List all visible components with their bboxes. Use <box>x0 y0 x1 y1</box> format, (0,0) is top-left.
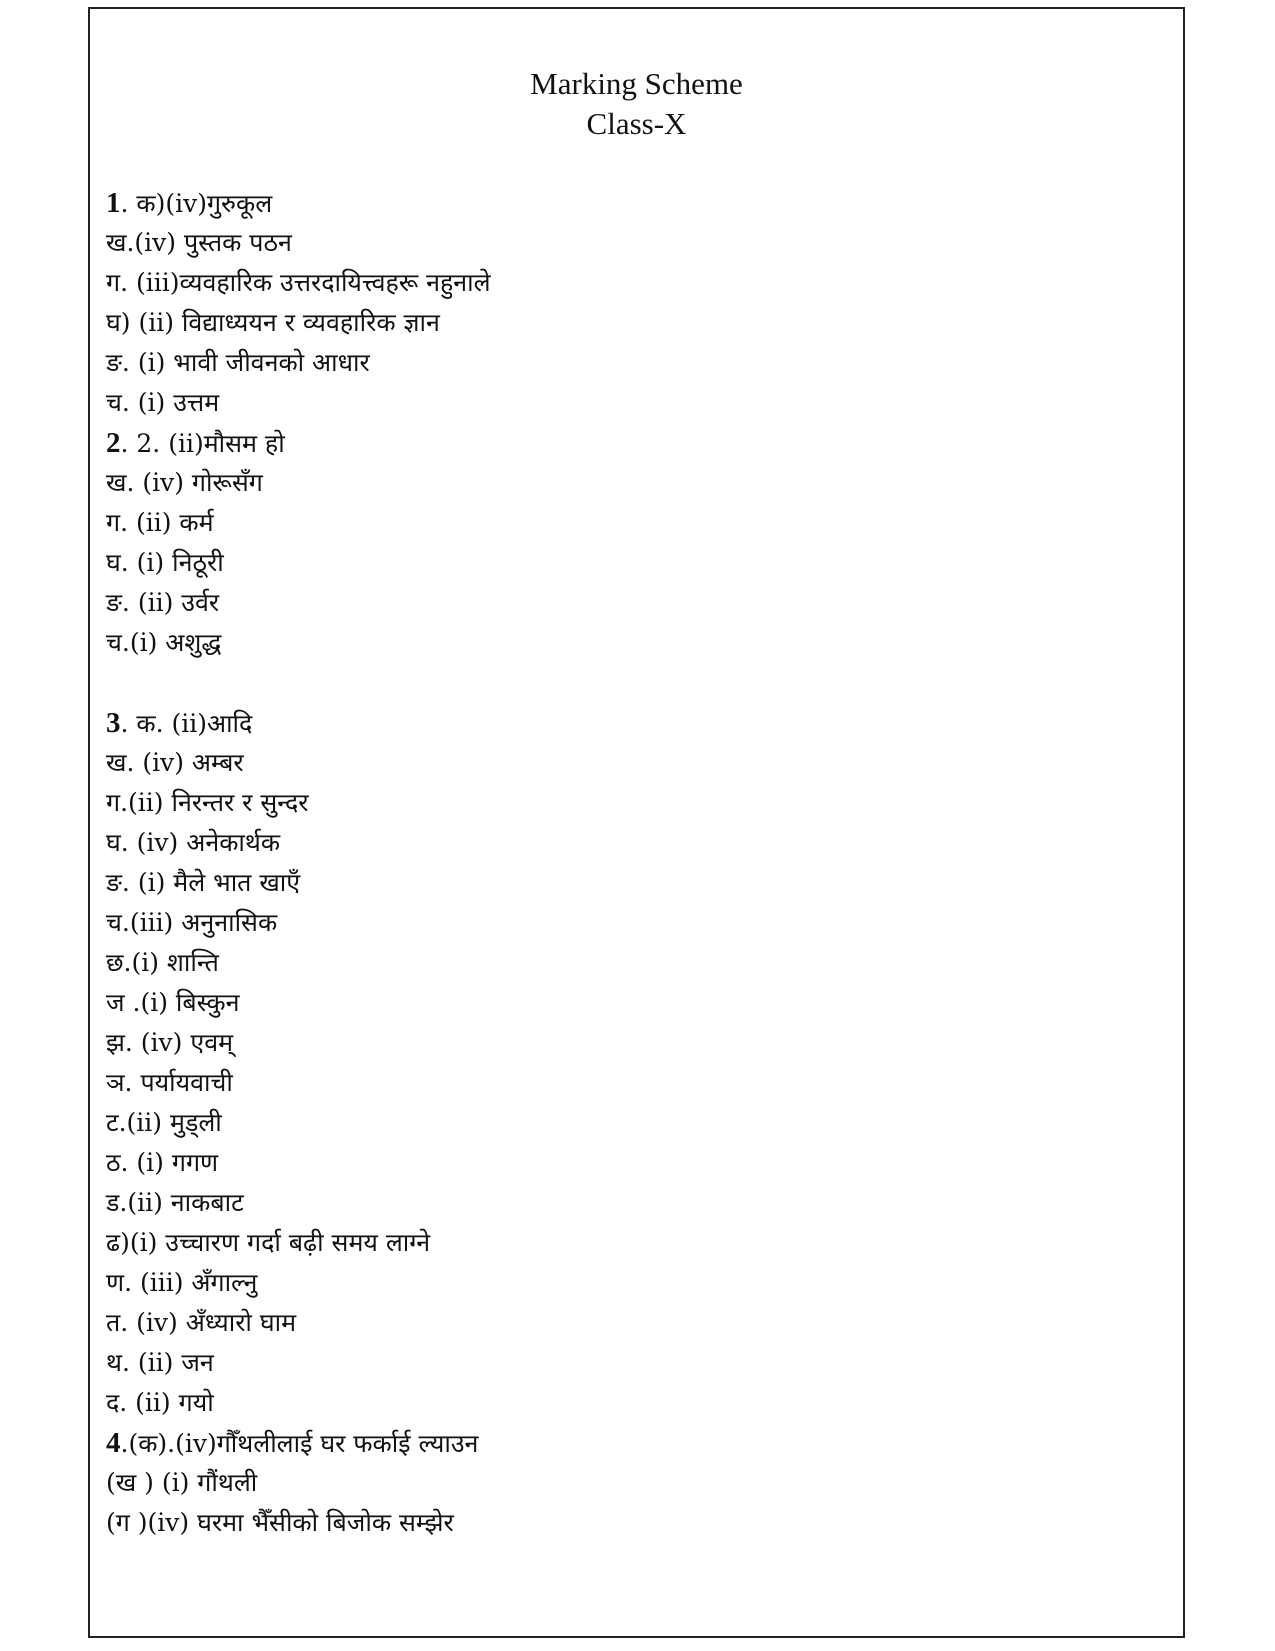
answer-line: घ. (i) निठूरी <box>106 548 224 577</box>
page-frame <box>88 7 1185 1638</box>
answer-line: ङ. (i) मैले भात खाएँ <box>106 868 301 897</box>
answer-line: छ.(i) शान्ति <box>106 948 219 977</box>
question-number: 4 <box>106 1427 121 1459</box>
question-number: 3 <box>106 707 121 739</box>
answer-line: ङ. (ii) उर्वर <box>106 588 220 617</box>
answer-line: ड.(ii) नाकबाट <box>106 1188 244 1217</box>
answer-line: ठ. (i) गगण <box>106 1148 219 1177</box>
question-number: 2 <box>106 427 121 459</box>
answer-line: ण. (iii) अँगाल्नु <box>106 1268 258 1297</box>
page-subtitle: Class-X <box>586 106 687 141</box>
answer-line: ज .(i) बिस्कुन <box>106 988 240 1017</box>
answer-line: थ. (ii) जन <box>106 1348 214 1377</box>
page-title: Marking Scheme <box>530 66 743 101</box>
answer-line: झ. (iv) एवम् <box>106 1028 234 1057</box>
answer-line: ग. (iii)व्यवहारिक उत्तरदायित्त्वहरू नहुनाले <box>106 268 491 297</box>
answer-line: ग.(ii) निरन्तर र सुन्दर <box>106 788 309 817</box>
answer-line: द. (ii) गयो <box>106 1388 214 1417</box>
section-spacer <box>106 663 491 703</box>
answer-text: . क)(iv)गुरुकूल <box>120 189 273 218</box>
answer-line <box>106 703 491 743</box>
answer-line <box>106 183 491 223</box>
answer-text: . क. (ii)आदि <box>120 709 253 738</box>
answer-list <box>106 183 491 1543</box>
answer-line: घ. (iv) अनेकार्थक <box>106 828 281 857</box>
answer-line <box>106 423 491 463</box>
answer-line: त. (iv) अँध्यारो घाम <box>106 1308 297 1337</box>
answer-line: घ) (ii) विद्याध्ययन र व्यवहारिक ज्ञान <box>106 308 440 337</box>
answer-line: ग. (ii) कर्म <box>106 508 214 537</box>
question-number: 1 <box>106 187 121 219</box>
answer-line <box>106 1423 491 1463</box>
answer-line: ढ)(i) उच्चारण गर्दा बढ़ी समय लाग्ने <box>106 1228 431 1257</box>
answer-line: ट.(ii) मुड्ली <box>106 1108 222 1137</box>
answer-line: च.(iii) अनुनासिक <box>106 908 278 937</box>
answer-text: . 2. (ii)मौसम हो <box>120 429 285 458</box>
answer-line: ख.(iv) पुस्तक पठन <box>106 228 292 257</box>
answer-line: ख. (iv) गोरूसँग <box>106 468 263 497</box>
answer-text: .(क).(iv)गौँथलीलाई घर फर्काई ल्याउन <box>120 1429 479 1458</box>
answer-line: च. (i) उत्तम <box>106 388 220 417</box>
answer-line: (ग )(iv) घरमा भैँसीको बिजोक सम्झेर <box>106 1508 454 1537</box>
answer-line: ञ. पर्यायवाची <box>106 1068 233 1097</box>
answer-line: ख. (iv) अम्बर <box>106 748 244 777</box>
answer-line: च.(i) अशुद्ध <box>106 628 222 657</box>
answer-line: (ख ) (i) गौंथली <box>106 1468 258 1497</box>
answer-line: ङ. (i) भावी जीवनको आधार <box>106 348 370 377</box>
